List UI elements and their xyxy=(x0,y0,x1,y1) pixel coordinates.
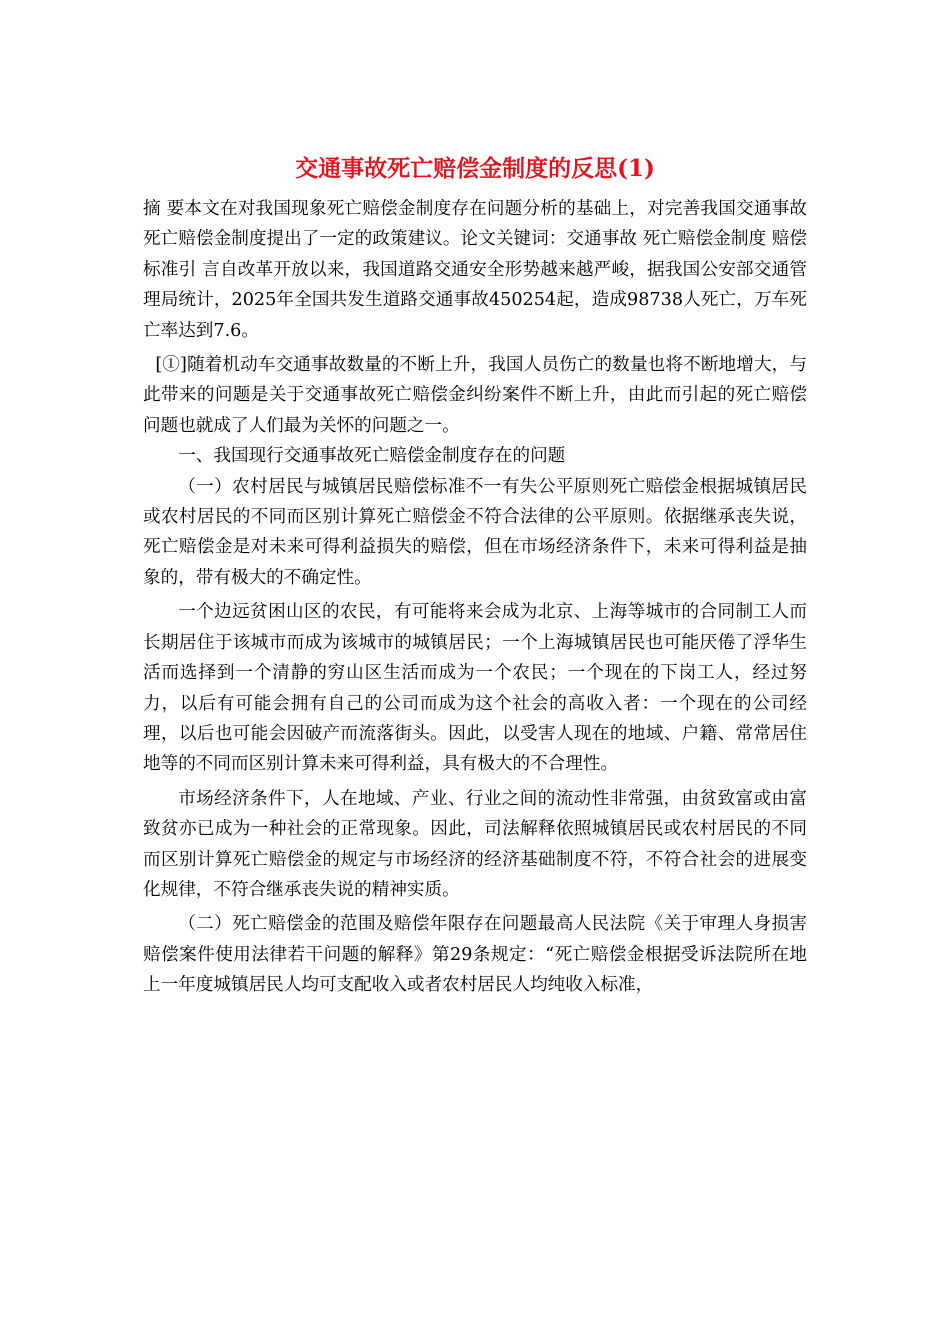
body-paragraph: 市场经济条件下，人在地域、产业、行业之间的流动性非常强，由贫致富或由富致贫亦已成为一种社会的正常现象。因此，司法解释依照城镇居民或农村居民的不同而区别计算死亡赔偿金的规定与市场经济的经济基础制度不符，不符合社会的进展变化规律，不符合继承丧失说的精神实质。 xyxy=(143,788,807,900)
abstract-paragraph: 摘 要本文在对我国现象死亡赔偿金制度存在问题分析的基础上，对完善我国交通事故死亡赔偿金制度提出了一定的政策建议。论文关键词：交通事故 死亡赔偿金制度 赔偿标准引 言自改革开放以来，我国道路交通安全形势越来越严峻，据我国公安部交通管理局统计，2025年全国共发生道路交通事故450254起，造成98738人死亡，万车死亡率达到7.6。 xyxy=(143,199,807,341)
body-paragraph: 一个边远贫困山区的农民，有可能将来会成为北京、上海等城市的合同制工人而长期居住于该城市而成为该城市的城镇居民；一个上海城镇居民也可能厌倦了浮华生活而选择到一个清静的穷山区生活而成为一个农民；一个现在的下岗工人，经过努力，以后有可能会拥有自己的公司而成为这个社会的高收入者：一个现在的公司经理，以后也可能会因破产而流落街头。因此，以受害人现在的地域、户籍、常常居住地等的不同而区别计算未来可得利益，具有极大的不合理性。 xyxy=(143,602,807,775)
section-heading: 一、我国现行交通事故死亡赔偿金制度存在的问题 xyxy=(178,446,566,467)
body-paragraph: （二）死亡赔偿金的范围及赔偿年限存在问题最高人民法院《关于审理人身损害赔偿案件使用法律若干问题的解释》第29条规定：“死亡赔偿金根据受诉法院所在地上一年度城镇居民人均可支配收入或者农村居民人均纯收入标准， xyxy=(143,914,807,996)
body-paragraph: [①]随着机动车交通事故数量的不断上升，我国人员伤亡的数量也将不断地增大，与此带来的问题是关于交通事故死亡赔偿金纠纷案件不断上升，由此而引起的死亡赔偿问题也就成了人们最为关怀的问题之一。 xyxy=(143,355,807,436)
document-title: 交通事故死亡赔偿金制度的反思(1) xyxy=(295,155,655,182)
body-paragraph: （一）农村居民与城镇居民赔偿标准不一有失公平原则死亡赔偿金根据城镇居民或农村居民的不同而区别计算死亡赔偿金不符合法律的公平原则。依据继承丧失说，死亡赔偿金是对未来可得利益损失的赔偿，但在市场经济条件下，未来可得利益是抽象的，带有极大的不确定性。 xyxy=(143,476,807,588)
document-body xyxy=(143,194,807,1001)
